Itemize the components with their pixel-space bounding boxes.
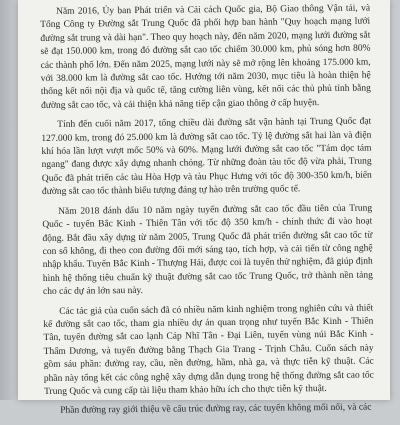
paragraph-2: Tính đến cuối năm 2017, tổng chiều dài đường sắt vận hành tại Trung Quốc đạt 127.000 km, trong đó 25.000 km là đường sắt cao tốc. Tỷ lệ đường sắt hai làn và điện khí hóa lần lượt vượt mốc 50% và 60%. Mạng lưới đường sắt cao tốc "Tám dọc tám ngang" đang được xây dựng nhanh chóng. Từ những đoàn tàu tốc độ vừa phải, Trung Quốc đã phát triển các tàu Hòa Hợp và tàu Phục Hưng với tốc độ 300-350 km/h, biến đường sắt cao tốc thành biểu tượng đáng tự hào trên trường quốc tế. [41,116,372,198]
paragraph-4: Các tác giả của cuốn sách đã có nhiều năm kinh nghiệm trong nghiên cứu và thiết kế đường sắt cao tốc, tham gia nhiều dự án quan trọng như tuyến Bắc Kinh - Thiên Tân, tuyến đường sắt cao lạnh Cáp Nhĩ Tân - Đại Liên, tuyến vùng núi Bắc Kinh - Thẩm Dương, và tuyến đường bằng Thạch Gia Trang - Trịnh Châu. Cuốn sách này gồm sáu phần: đường ray, cầu, nền đường, hầm, nhà ga, và thực tiễn kỹ thuật. Các phần này tổng kết các công nghệ xây dựng dẫn dụng trong hệ thống đường sắt cao tốc Trung Quốc và cung cấp tài liệu tham khảo hữu ích cho thực tiễn kỹ thuật. [43,303,374,397]
paragraph-1: Năm 2016, Ủy ban Phát triển và Cải cách Quốc gia, Bộ Giao thông Vận tải, và Tổng Công ty Đường sắt Trung Quốc đã phối hợp ban hành "Quy hoạch mạng lưới đường sắt trung và dài hạn". Theo quy hoạch này, đến năm 2020, mạng lưới đường sắt sẽ đạt 150.000 km, trong đó đường sắt cao tốc chiếm 30.000 km, phủ sóng hơn 80% các thành phố lớn. Đến năm 2025, mạng lưới này sẽ mở rộng lên khoảng 175.000 km, với 38.000 km là đường sắt cao tốc. Hướng tới năm 2030, mục tiêu là hoàn thiện hệ thống kết nối nội địa và quốc tế, tăng cường liên vùng, kết nối các thủ phủ tỉnh bằng đường sắt cao tốc, và cải thiện khả năng tiếp cận giao thông ở cấp huyện. [40,3,371,111]
scan-edge-shadow [0,0,18,400]
document-page [18,0,390,417]
paragraph-5: Phần đường ray giới thiệu về cấu trúc đường ray, các tuyến không mối nối, và các [60,402,372,417]
paragraph-3: Năm 2018 đánh dấu 10 năm ngày tuyến đường sắt cao tốc đầu tiên của Trung Quốc - tuyến Bắc Kinh - Thiên Tân với tốc độ 350 km/h - chính thức đi vào hoạt động. Bắt đầu xây dựng từ năm 2005, Trung Quốc đã phát triển đường sắt cao tốc từ con số không, đi theo con đường đổi mới sáng tạo, tích hợp, và cải tiến từ công nghệ nhập khẩu. Tuyến Bắc Kinh - Thượng Hải, được coi là tuyến thử nghiệm, đã giúp định hình hệ thống tiêu chuẩn kỹ thuật đường sắt cao tốc Trung Quốc, trở thành nền tảng cho các dự án lớn sau này. [42,203,373,298]
page-body [40,3,374,425]
